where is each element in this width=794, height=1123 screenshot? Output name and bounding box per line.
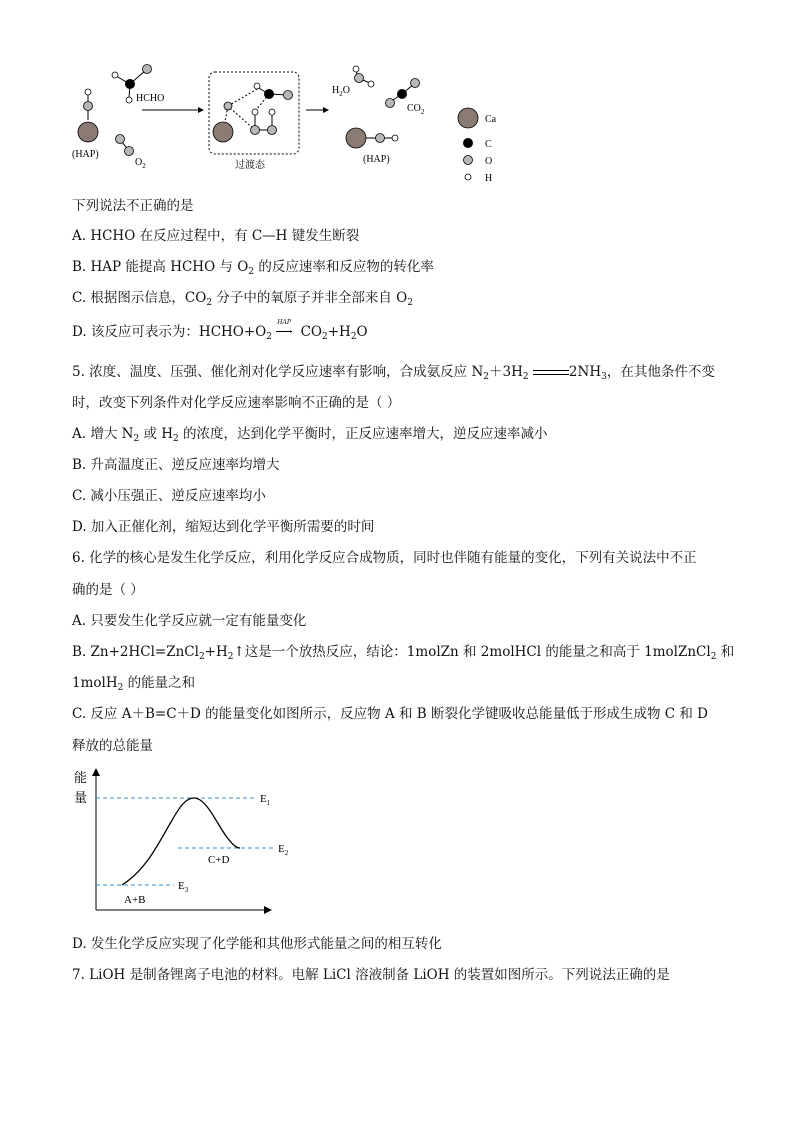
q6-option-b-line2: 1molH$_2$ 的能量之和 (72, 675, 196, 693)
reactants-label: A+B (124, 894, 146, 906)
q4-stem: 下列说法不正确的是 (72, 198, 194, 214)
arrow-2 (306, 107, 329, 113)
q6-option-c-line2: 释放的总能量 (72, 738, 153, 754)
energy-diagram (66, 766, 306, 916)
hap-left-molecule (78, 89, 98, 142)
q7-stem: 7. LiOH 是制备锂离子电池的材料。电解 LiCl 溶液制备 LiOH 的装置如图所示。下列说法正确的是 (72, 967, 670, 983)
q4-option-c: C. 根据图示信息，$CO_2$ 分子中的氧原子并非全部来自 $O_2$ (72, 290, 413, 308)
q5-stem-line1: 5. 浓度、温度、压强、催化剂对化学反应速率有影响，合成氨反应 $N_2+3H_2$ $2NH_3$，在其他条件不变 (72, 364, 715, 382)
y-axis-label-1: 能 (74, 771, 88, 786)
q5-option-a: A. 增大 $N_2$ 或 $H_2$ 的浓度，达到化学平衡时，正反应速率增大，逆反应速率减小 (72, 426, 548, 444)
hcho-label: HCHO (136, 93, 165, 104)
equilibrium-arrow (533, 368, 569, 378)
e1-label: $E_1$ (260, 793, 271, 807)
o2-label: $O_2$ (135, 157, 146, 170)
arrow-1 (142, 107, 204, 113)
hap-right-molecule (346, 128, 398, 148)
q6-stem-line1: 6. 化学的核心是发生化学反应，利用化学反应合成物质，同时也伴随有能量的变化，下列有关说法中不正 (72, 550, 697, 566)
o2-molecule (116, 135, 134, 156)
q5-option-b: B. 升高温度正、逆反应速率均增大 (72, 457, 280, 473)
q5-option-d: D. 加入正催化剂，缩短达到化学平衡所需要的时间 (72, 519, 375, 535)
transition-state-box (209, 72, 299, 154)
q5-stem-line2: 时，改变下列条件对化学反应速率影响不正确的是（ ） (72, 395, 401, 411)
products-label: C+D (208, 854, 230, 866)
h2o-molecule (353, 66, 374, 87)
q4-option-b: B. HAP 能提高 HCHO 与 $O_2$ 的反应速率和反应物的转化率 (72, 259, 434, 277)
h2o-label: $H_2O$ (332, 85, 350, 98)
legend-ca: Ca (485, 114, 497, 125)
q6-option-a: A. 只要发生化学反应就一定有能量变化 (72, 613, 307, 629)
hap-left-label: (HAP) (72, 149, 99, 160)
y-axis-label-2: 量 (74, 791, 88, 806)
legend-o: O (485, 156, 493, 167)
q4-option-d: D. 该反应可表示为：$HCHO+O_2$ HAP › $CO_2+H_2O$ (72, 318, 368, 342)
q6-option-d: D. 发生化学反应实现了化学能和其他形式能量之间的相互转化 (72, 936, 442, 952)
atom-legend (458, 108, 497, 184)
hap-right-label: (HAP) (363, 154, 390, 165)
co2-label: $CO_2$ (407, 103, 425, 116)
legend-h: H (485, 173, 493, 184)
legend-c: C (485, 139, 492, 150)
q6-stem-line2: 确的是（ ） (72, 582, 144, 598)
transition-state-label: 过渡态 (235, 160, 265, 171)
q4-option-a: A. HCHO 在反应过程中，有 C—H 键发生断裂 (72, 228, 360, 244)
catalyst-arrow: HAP › (277, 318, 293, 336)
q5-option-c: C. 减小压强正、逆反应速率均小 (72, 488, 266, 504)
q6-option-c-line1: C. 反应 A＋B=C＋D 的能量变化如图所示，反应物 A 和 B 断裂化学键吸收总能量低于形成生成物 C 和 D (72, 706, 709, 722)
reaction-mechanism-diagram (60, 58, 520, 188)
energy-curve (122, 798, 240, 885)
e2-label: $E_2$ (278, 843, 289, 857)
e3-label: $E_3$ (178, 880, 189, 894)
q6-option-b-line1: B. $Zn+2HCl=ZnCl_2+H_2↑$这是一个放热反应，结论：1molZn 和 2molHCl 的能量之和高于 1molZnCl$_2$ 和 (72, 644, 735, 662)
